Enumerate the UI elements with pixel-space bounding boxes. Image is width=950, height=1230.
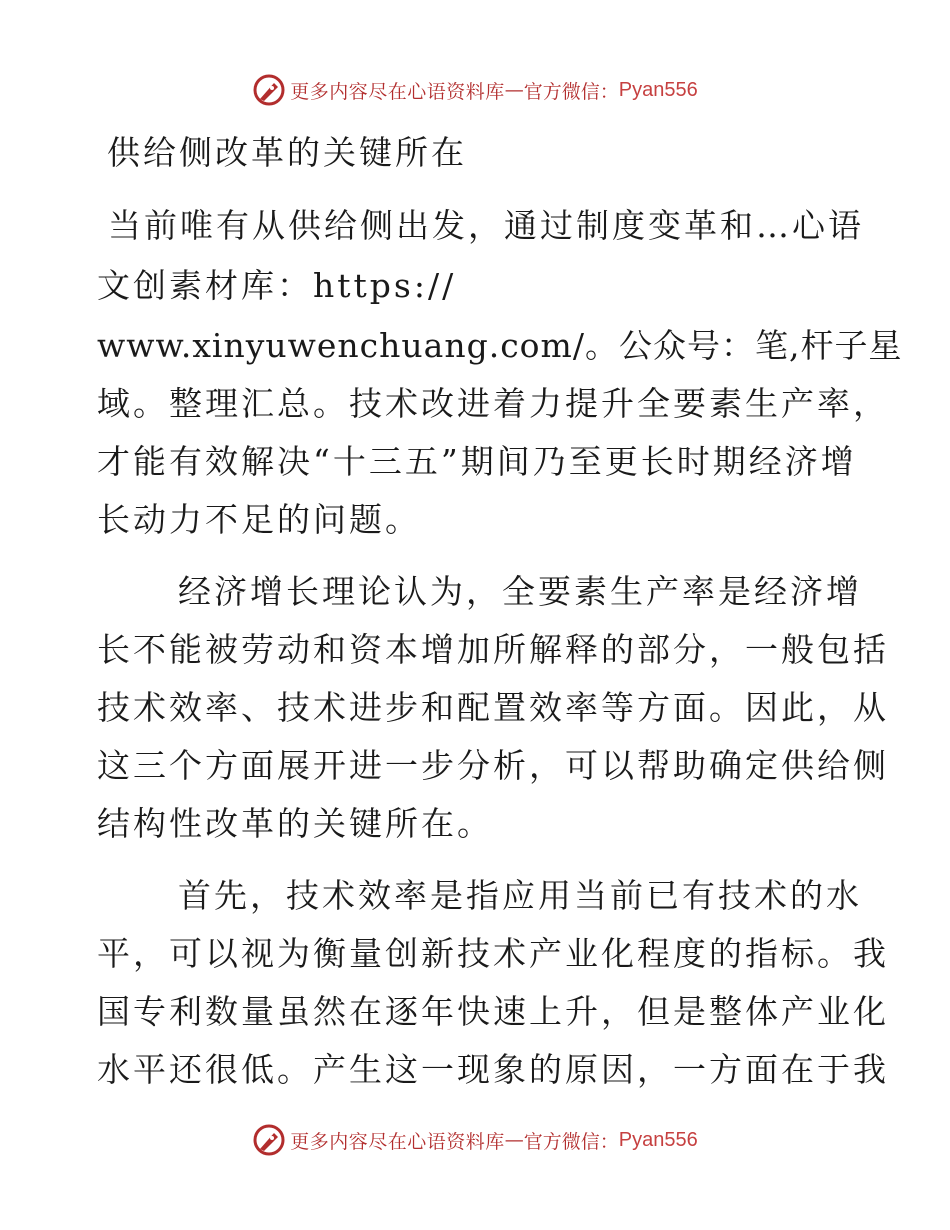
banner-separator: — [504,79,524,101]
text-line: 技术效率、技术进步和配置效率等方面。因此，从 [97,688,889,727]
banner-site-text: 更多内容尽在心语资料库 [290,80,505,103]
pen-nib-logo-icon [252,1123,286,1157]
footer-banner [0,1120,950,1160]
text-line: 长不能被劳动和资本增加所解释的部分，一般包括 [97,630,889,669]
text-line: 才能有效解决“十三五”期间乃至更长时期经济增 [97,442,857,481]
banner-wechat-label: 官方微信： [523,80,619,103]
header-banner [0,70,950,110]
text-line: 当前唯有从供给侧出发，通过制度变革和…心语 [108,206,864,245]
banner-wechat-id: Pyan556 [618,78,698,101]
text-line: 长动力不足的问题。 [97,500,421,539]
text-line: 结构性改革的关键所在。 [97,804,493,843]
text-line: 水平还很低。产生这一现象的原因，一方面在于我 [97,1050,889,1089]
text-line: 文创素材库：https:// [97,266,457,305]
text-line: 域。整理汇总。技术改进着力提升全要素生产率， [97,384,889,423]
text-line: 首先，技术效率是指应用当前已有技术的水 [178,876,862,915]
text-line: 这三个方面展开进一步分析，可以帮助确定供给侧 [97,746,889,785]
banner-wechat-label: 官方微信： [523,1130,619,1153]
text-line: www.xinyuwenchuang.com/。公众号：笔,杆子星 [97,326,903,365]
banner-site-text: 更多内容尽在心语资料库 [290,1130,505,1153]
text-line: 平，可以视为衡量创新技术产业化程度的指标。我 [97,934,889,973]
text-line: 国专利数量虽然在逐年快速上升，但是整体产业化 [97,992,889,1031]
text-line: 经济增长理论认为，全要素生产率是经济增 [178,572,862,611]
banner-separator: — [504,1129,524,1151]
pen-nib-logo-icon [252,73,286,107]
banner-wechat-id: Pyan556 [618,1128,698,1151]
page-title: 供给侧改革的关键所在 [107,133,467,172]
